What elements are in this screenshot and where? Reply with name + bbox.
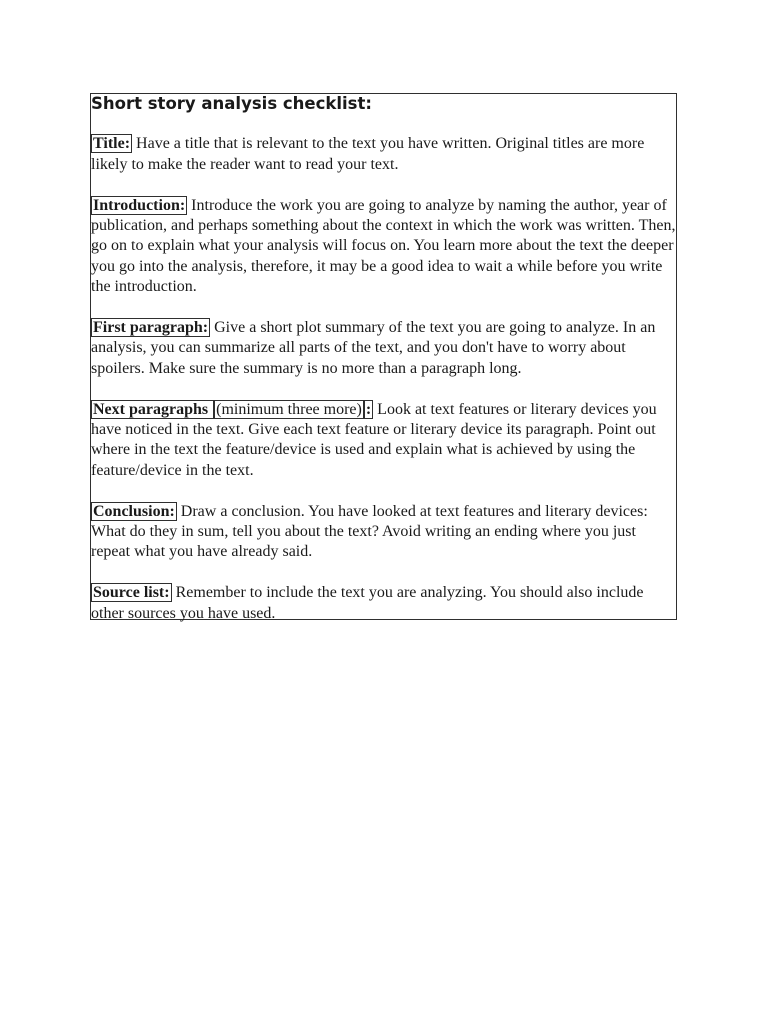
section-text: Give a short plot summary of the text you are going to analyze. In an analysis, you can summarize all parts of the text, and you don't have to worry about spoilers. Make sure the summary is no more than a paragraph long. [91,319,656,377]
section-term: Conclusion: [93,502,175,520]
section-text: Draw a conclusion. You have looked at text features and literary devices: What do they in sum, tell you about the text? Avoid writing an ending where you just repeat what you have already said. [91,502,648,561]
section-title [91,134,676,175]
section-first-paragraph [91,318,676,379]
checklist-title: Short story analysis checklist: [91,94,372,113]
section-introduction [91,196,676,298]
section-term: Next paragraphs [93,400,213,418]
section-text: Remember to include the text you are analyzing. You should also include other sources you have used. [91,584,644,622]
section-conclusion [91,502,676,563]
section-qualifier: (minimum three more) [216,400,362,418]
section-colon: : [365,400,372,418]
section-text: Look at text features or literary devices you have noticed in the text. Give each text feature or literary device its paragraph. Point out where in the text the feature/device is used and explain what is achieved by using the feature/device in the text. [91,400,657,479]
section-text: Have a title that is relevant to the text you have written. Original titles are more likely to make the reader want to read your text. [91,135,645,173]
section-next-paragraphs [91,400,676,482]
section-term: Introduction: [93,196,186,214]
checklist-box [90,93,677,620]
section-term: Title: [93,135,131,153]
section-source-list [91,583,676,624]
section-term: First paragraph: [93,319,209,337]
section-text: Introduce the work you are going to analyze by naming the author, year of publication, and perhaps something about the context in which the work was written. Then, go on to explain what your analysis will focus on. You learn more about the text the deeper you go into the analysis, therefore, it may be a good idea to wait a while before you write the introduction. [91,196,676,296]
section-term: Source list: [93,584,170,602]
